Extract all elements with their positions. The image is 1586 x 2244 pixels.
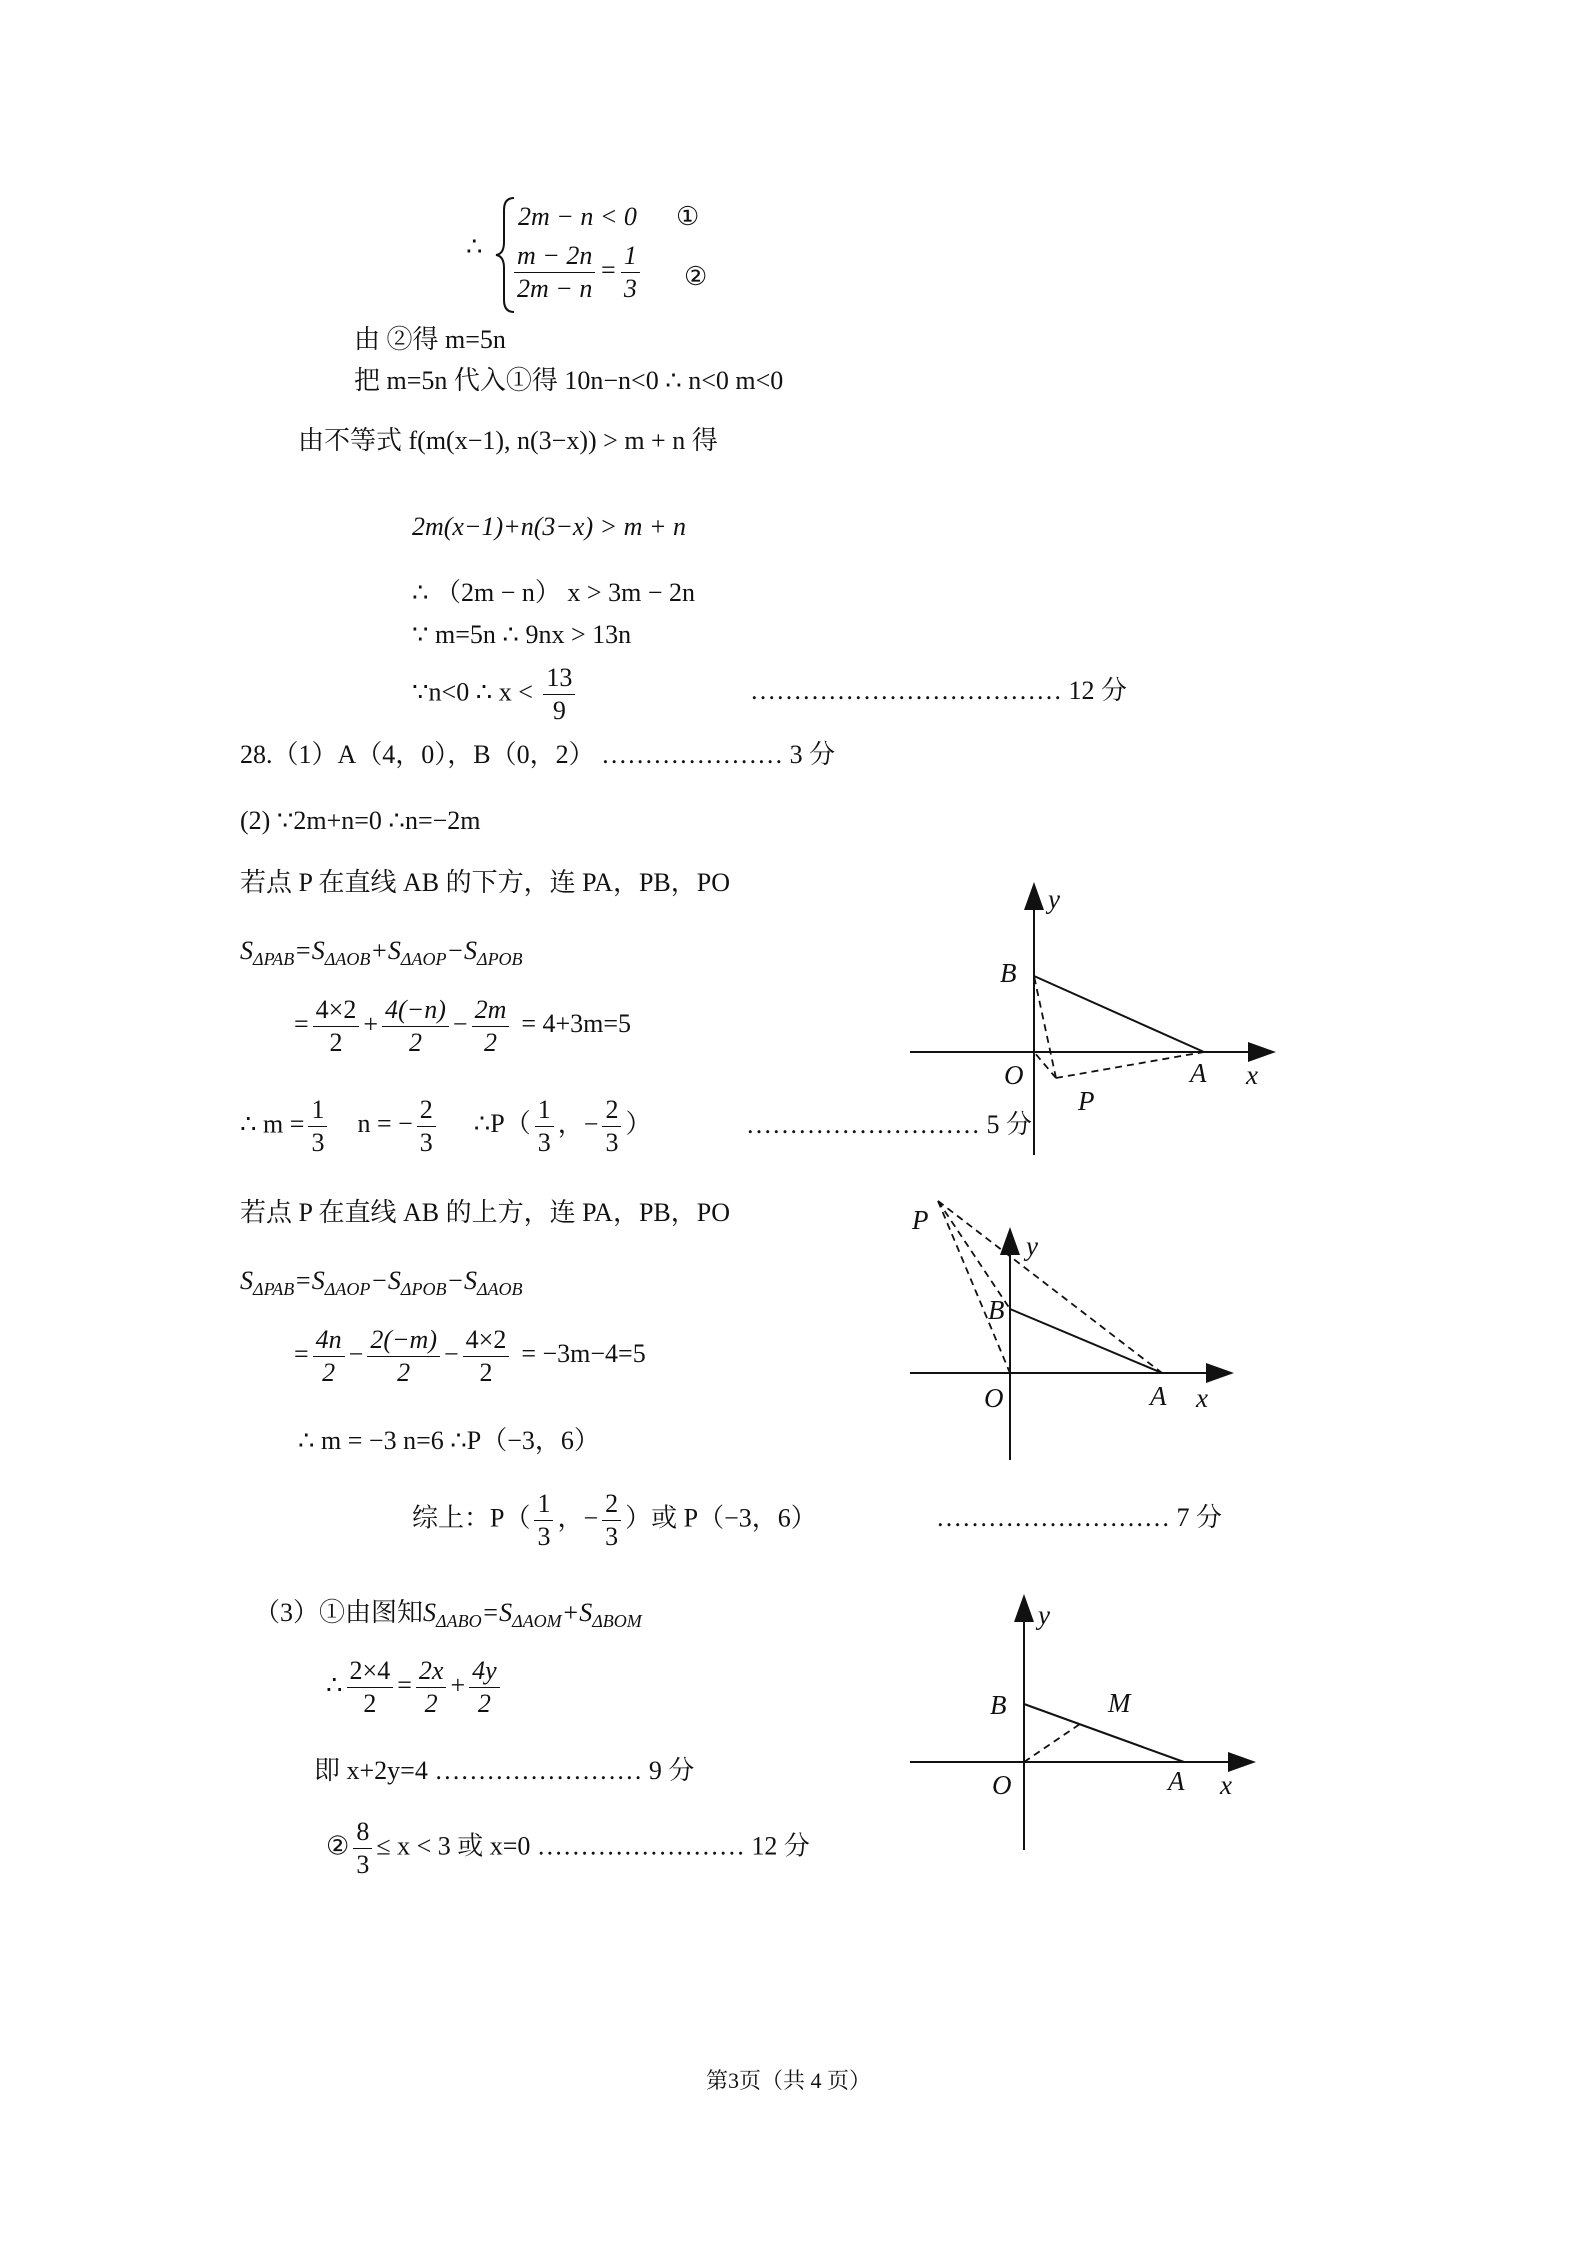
step-line-1: 由 ②得 m=5n bbox=[354, 325, 506, 354]
label-a: A bbox=[1168, 1766, 1185, 1796]
step-line-2: 把 m=5n 代入①得 10n−n<0 ∴ n<0 m<0 bbox=[354, 366, 784, 395]
figure-p-above-ab bbox=[900, 1195, 1240, 1465]
step-line-6: ∵ m=5n ∴ 9nx > 13n bbox=[412, 620, 632, 649]
step-line-4: 2m(x−1)+n(3−x) > m + n bbox=[412, 512, 686, 541]
label-o: O bbox=[984, 1383, 1004, 1413]
label-o: O bbox=[992, 1770, 1012, 1800]
part3-calc: ∴ $\frac{2\times 4}{2}$ = $\frac{2x}{2}$ + $\frac{4y}{2}$ bbox=[326, 1655, 504, 1720]
eq2-rhs-den: 3 bbox=[621, 272, 640, 305]
step7-num: 13 bbox=[546, 663, 573, 692]
system-eq2-mark: ② bbox=[684, 262, 708, 291]
part3-case2: ② $\frac{8}{3}$ ≤ x < 3 或 x=0 …………………… 12 分 bbox=[326, 1817, 810, 1879]
part3-area-eq: （3）①由图知$S_{\Delta ABO}=S_{\Delta AOM}+S_{\Delta BOM}$ bbox=[254, 1598, 642, 1631]
label-x: x bbox=[1246, 1060, 1258, 1090]
system-therefore: ∴ bbox=[466, 232, 483, 261]
eq2-rhs-num: 1 bbox=[623, 241, 637, 270]
above-result: ∴ m = −3 n=6 ∴P（−3，6） bbox=[298, 1426, 600, 1455]
part3-line2: 即 x+2y=4 …………………… 9 分 bbox=[314, 1756, 695, 1785]
step-line-3: 由不等式 f(m(x−1), n(3−x)) > m + n 得 bbox=[298, 426, 718, 455]
system-eq1-mark: ① bbox=[676, 202, 700, 231]
label-b: B bbox=[990, 1690, 1007, 1720]
above-area-eq: $S_{\Delta PAB}=S_{\Delta AOP}-S_{\Delta POB}-S_{\Delta AOB}$ bbox=[240, 1266, 523, 1299]
label-a: A bbox=[1150, 1381, 1167, 1411]
label-y: y bbox=[1026, 1231, 1038, 1261]
step7-den: 9 bbox=[543, 694, 575, 727]
below-area-eq: $S_{\Delta PAB}=S_{\Delta AOB}+S_{\Delta AOP}-S_{\Delta POB}$ bbox=[240, 936, 523, 969]
below-case-title: 若点 P 在直线 AB 的下方，连 PA，PB，PO bbox=[240, 868, 731, 897]
step-line-7 bbox=[412, 662, 579, 727]
step-line-7-score: ……………………………… 12 分 bbox=[750, 676, 1128, 705]
page-footer: 第3页（共 4 页） bbox=[706, 2068, 872, 2093]
label-p: P bbox=[912, 1205, 929, 1235]
system-eq2 bbox=[510, 240, 644, 305]
label-a: A bbox=[1190, 1058, 1207, 1088]
label-o: O bbox=[1004, 1060, 1024, 1090]
summary-line: 综上：P（ $\frac{1}{3}$ ，− $\frac{2}{3}$ ）或 P（−3，6） bbox=[412, 1489, 817, 1551]
summary-score: ……………………… 7 分 bbox=[936, 1503, 1223, 1532]
step-line-7-text: ∵n<0 ∴ x < bbox=[412, 677, 533, 707]
label-m: M bbox=[1108, 1688, 1131, 1718]
step-line-5: ∴ （2m − n） x > 3m − 2n bbox=[412, 578, 695, 607]
q28-part2: (2) ∵2m+n=0 ∴n=−2m bbox=[240, 806, 481, 835]
label-y: y bbox=[1048, 884, 1060, 914]
segment-pa bbox=[938, 1201, 1162, 1373]
above-case-title: 若点 P 在直线 AB 的上方，连 PA，PB，PO bbox=[240, 1198, 731, 1227]
label-b: B bbox=[1000, 958, 1017, 988]
below-result: ∴ m = $\frac{1}{3}$ n = − $\frac{2}{3}$ ∴P（ $\frac{1}{3}$ ，− $\frac{2}{3}$ ） bbox=[240, 1095, 652, 1157]
segment-ab bbox=[1024, 1704, 1184, 1762]
system-eq1: 2m − n < 0 bbox=[518, 202, 637, 231]
segment-pb bbox=[1034, 976, 1056, 1078]
eq2-equals: = bbox=[599, 255, 617, 285]
figure-p-below-ab bbox=[900, 870, 1290, 1160]
figure-point-m bbox=[900, 1590, 1260, 1850]
segment-om bbox=[1024, 1724, 1080, 1762]
label-b: B bbox=[988, 1295, 1005, 1325]
above-calc: = $\frac{4n}{2}$ − $\frac{2(-m)}{2}$ − $\frac{4\times 2}{2}$ = −3m−4=5 bbox=[294, 1325, 646, 1387]
label-x: x bbox=[1196, 1383, 1208, 1413]
segment-pa bbox=[1056, 1052, 1204, 1078]
segment-ab bbox=[1034, 976, 1204, 1052]
label-y: y bbox=[1038, 1600, 1050, 1630]
segment-ab bbox=[1010, 1309, 1162, 1373]
eq2-den: 2m − n bbox=[514, 272, 595, 305]
eq2-num: m − 2n bbox=[517, 241, 593, 270]
label-x: x bbox=[1220, 1770, 1232, 1800]
segment-po bbox=[938, 1201, 1010, 1373]
label-p: P bbox=[1078, 1086, 1095, 1116]
q28-part1: 28.（1）A（4，0），B（0，2） ………………… 3 分 bbox=[240, 740, 836, 769]
below-calc: = $\frac{4\times 2}{2}$ + $\frac{4(-n)}{2}$ − $\frac{2m}{2}$ = 4+3m=5 bbox=[294, 995, 632, 1057]
segment-pb bbox=[938, 1201, 1010, 1309]
below-score: ……………………… 5 分 bbox=[746, 1110, 1033, 1139]
